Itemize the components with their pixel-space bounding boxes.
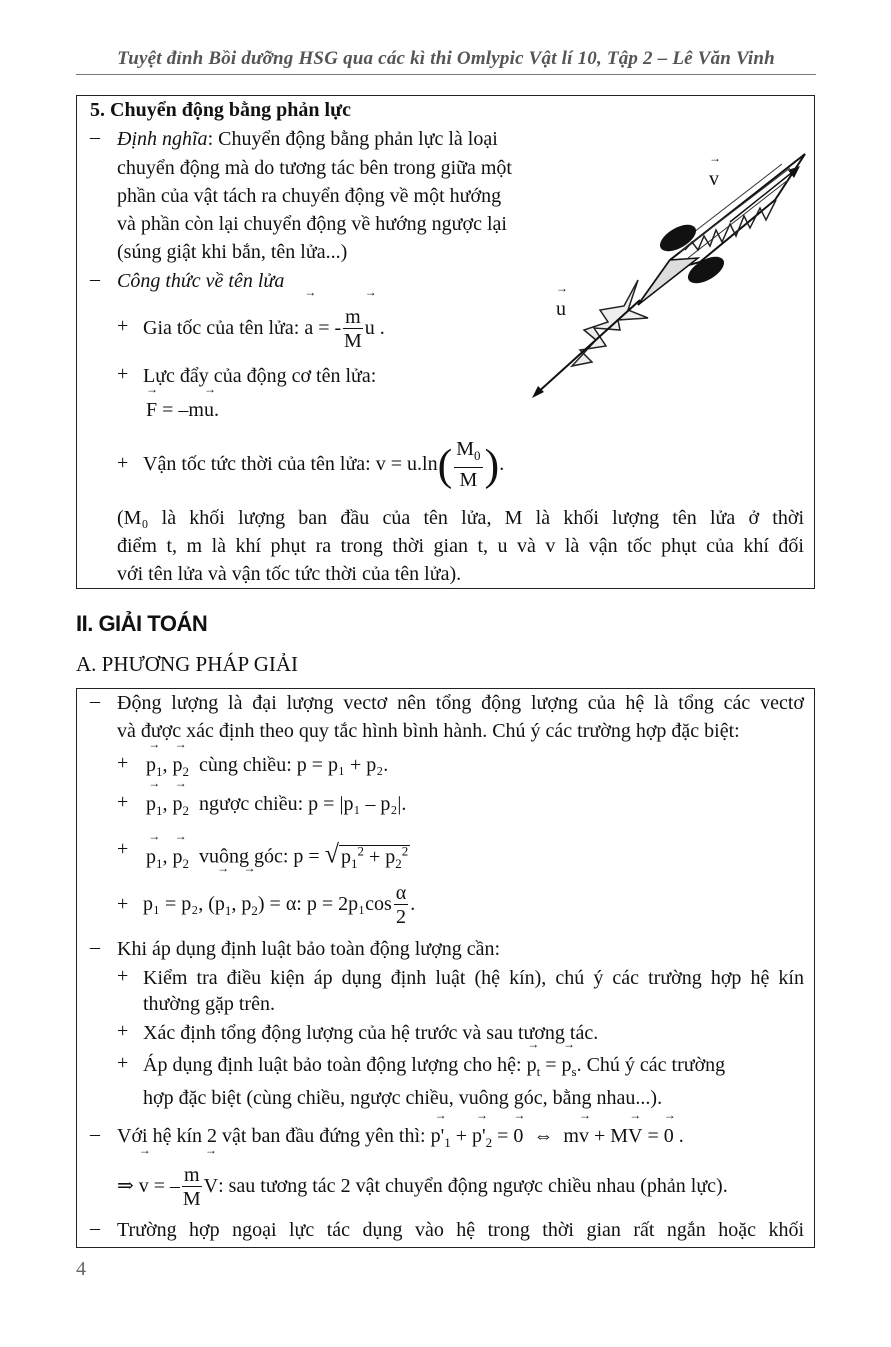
bullet-plus: + <box>117 363 129 385</box>
case-same-direction: → $p_1$, → $p_2$ cùng chiều: p = p₁ + p₂. <box>146 752 388 785</box>
bullet-plus: + <box>117 1052 129 1074</box>
thrust-formula: → F = –m→ u. <box>146 397 219 423</box>
definition-line: chuyển động mà do tương tác bên trong giữa một <box>117 157 512 179</box>
bullet-dash: – <box>90 268 100 290</box>
running-header: Tuyệt đỉnh Bồi dưỡng HSG qua các kì thi Omlypic Vật lí 10, Tập 2 – Lê Văn Vinh <box>117 48 775 69</box>
bullet-plus: + <box>117 838 129 860</box>
exhaust-arrow <box>536 300 640 394</box>
definition-line-1: Định nghĩa: Chuyển động bằng phản lực là loại <box>117 128 498 150</box>
header-rule <box>76 74 816 75</box>
bullet-plus: + <box>117 965 129 987</box>
step-line: thường gặp trên. <box>143 993 275 1015</box>
bullet-dash: – <box>90 936 100 958</box>
section-title: II. GIẢI TOÁN <box>76 611 208 636</box>
definition-line: và phần còn lại chuyển động về hướng ngược lại <box>117 213 507 235</box>
bullet-dash: – <box>90 126 100 148</box>
case-angle-alpha: p₁ = p₂, (→ $p_1$, → $p_2) = \alpha$: p = 2p₁cos $\frac{\alpha}{2}$ . <box>143 876 415 939</box>
formula-label: Công thức về tên lửa <box>117 270 285 292</box>
subsection-title: A. PHƯƠNG PHÁP GIẢI <box>76 652 299 676</box>
bullet-dash: – <box>90 690 100 712</box>
bullet-dash: – <box>90 1123 100 1145</box>
acceleration-formula: Gia tốc của tên lửa: → a = - $\frac{m}{M}$ → u . <box>143 300 385 356</box>
step-line: Xác định tổng động lượng của hệ trước và sau tương tác. <box>143 1022 599 1044</box>
paragraph-line: Với hệ kín 2 vật ban đầu đứng yên thì: → $p'_1$ + → $p'_2$ = → 0 ⇔ m→ v + M→ V = → 0 . <box>117 1123 684 1156</box>
bullet-plus: + <box>117 452 129 474</box>
section-heading-5: 5. Chuyển động bằng phản lực <box>90 99 351 121</box>
note-line: điểm t, m là khí phụt ra trong thời gian t, u và v là vận tốc phụt của khí đối <box>117 535 804 557</box>
paragraph-line: Trường hợp ngoại lực tác dụng vào hệ trong thời gian rất ngắn hoặc khối <box>117 1219 804 1241</box>
bullet-plus: + <box>117 1020 129 1042</box>
case-perpendicular: → $p_1$, → $p_2$ vuông góc: p = √ $p_1^2 + p_2^2$ <box>146 838 410 877</box>
page-number: 4 <box>76 1258 86 1280</box>
rocket-icon <box>638 154 805 305</box>
paragraph-line: Khi áp dụng định luật bảo toàn động lượng cần: <box>117 938 501 960</box>
paragraph-line: và được xác định theo quy tắc hình bình hành. Chú ý các trường hợp đặc biệt: <box>117 720 740 742</box>
exhaust-burst-icon <box>572 280 648 366</box>
bullet-plus: + <box>117 791 129 813</box>
thrust-label: Lực đẩy của động cơ tên lửa: <box>143 365 377 387</box>
note-line: với tên lửa và vận tốc tức thời của tên lửa). <box>117 563 462 585</box>
step-line: hợp đặc biệt (cùng chiều, ngược chiều, vuông góc, bằng nhau...). <box>143 1087 663 1109</box>
bullet-plus: + <box>117 752 129 774</box>
bullet-plus: + <box>117 893 129 915</box>
definition-line: phần của vật tách ra chuyển động về một hướng <box>117 185 502 207</box>
bullet-plus: + <box>117 315 129 337</box>
step-line: Áp dụng định luật bảo toàn động lượng cho hệ: → $p_t$ = → $p_s$. Chú ý các trường <box>143 1052 725 1085</box>
reaction-formula: ⇒ → v = – $\frac{m}{M}$ → V: sau tương tác 2 vật chuyển động ngược chiều nhau (phản lực). <box>117 1158 728 1214</box>
velocity-formula: Vận tốc tức thời của tên lửa: v = u.ln( $\frac{M_0}{M}$ ). <box>143 438 505 492</box>
paragraph-line: Động lượng là đại lượng vectơ nên tổng động lượng của hệ là tổng các vectơ <box>117 692 804 714</box>
step-line: Kiểm tra điều kiện áp dụng định luật (hệ kín), chú ý các trường hợp hệ kín <box>143 967 804 989</box>
label-u: → u <box>556 296 566 322</box>
definition-line: (súng giật khi bắn, tên lửa...) <box>117 241 348 263</box>
bullet-dash: – <box>90 1217 100 1239</box>
rocket-illustration <box>520 150 810 402</box>
note-line: (M₀ là khối lượng ban đầu của tên lửa, M là khối lượng tên lửa ở thời <box>117 507 804 529</box>
label-v: → v <box>709 166 719 192</box>
case-opposite-direction: → $p_1$, → $p_2$ ngược chiều: p = |p₁ – p₂|. <box>146 791 406 824</box>
